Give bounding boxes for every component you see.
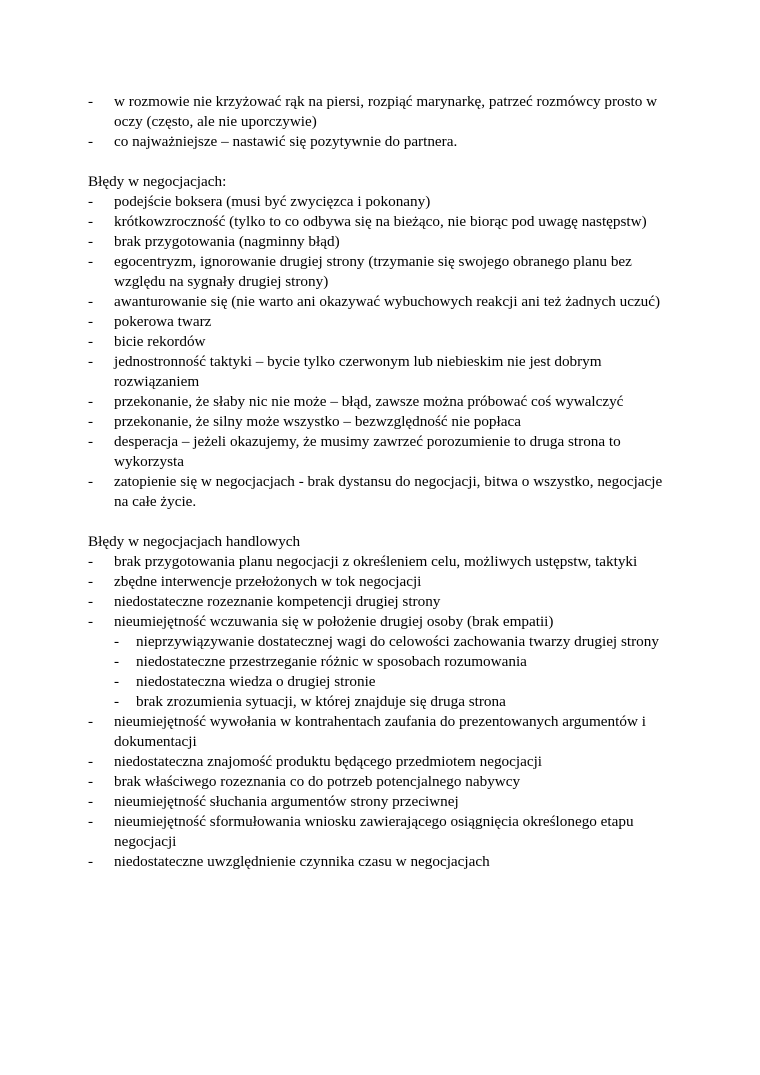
dash-bullet: - <box>88 413 94 430</box>
dash-bullet: - <box>88 593 94 610</box>
intro-list <box>88 92 678 152</box>
list-item <box>88 392 678 412</box>
list-item-text: bicie rekordów <box>114 333 206 350</box>
dash-bullet: - <box>88 353 94 370</box>
dash-bullet: - <box>88 133 94 150</box>
section-heading-trade-errors: Błędy w negocjacjach handlowych <box>88 533 301 550</box>
list-item-text: nieprzywiązywanie dostatecznej wagi do celowości zachowania twarzy drugiej strony <box>136 633 659 650</box>
list-item <box>88 312 678 332</box>
list-item <box>88 132 678 152</box>
list-item-text: niedostateczne rozeznanie kompetencji drugiej strony <box>114 593 441 610</box>
list-item <box>88 712 678 752</box>
list-item <box>88 572 678 592</box>
list-item-text: w rozmowie nie krzyżować rąk na piersi, rozpiąć marynarkę, patrzeć rozmówcy prosto w oczy (często, ale nie uporczywie) <box>114 93 658 130</box>
list-item <box>88 752 678 772</box>
dash-bullet: - <box>114 633 120 650</box>
trade-errors-list-continued <box>88 712 678 872</box>
dash-bullet: - <box>88 253 94 270</box>
list-item-text: brak przygotowania (nagminny błąd) <box>114 233 340 250</box>
dash-bullet: - <box>88 473 94 490</box>
list-item-text: jednostronność taktyki – bycie tylko czerwonym lub niebieskim nie jest dobrym rozwiązaniem <box>114 353 602 390</box>
list-item <box>88 792 678 812</box>
dash-bullet: - <box>88 553 94 570</box>
list-item <box>88 612 678 632</box>
dash-bullet: - <box>114 673 120 690</box>
list-item-text: niedostateczna wiedza o drugiej stronie <box>136 673 376 690</box>
sub-list-item <box>114 632 678 652</box>
list-item-text: awanturowanie się (nie warto ani okazywać wybuchowych reakcji ani też żadnych uczuć) <box>114 293 661 310</box>
dash-bullet: - <box>88 193 94 210</box>
list-item-text: nieumiejętność wywołania w kontrahentach zaufania do prezentowanych argumentów i dokumentacji <box>114 713 646 750</box>
dash-bullet: - <box>114 693 120 710</box>
dash-bullet: - <box>88 433 94 450</box>
list-item <box>88 812 678 852</box>
list-item <box>88 212 678 232</box>
list-item <box>88 332 678 352</box>
paragraph-gap <box>88 152 678 172</box>
dash-bullet: - <box>88 333 94 350</box>
list-item-text: niedostateczna znajomość produktu będącego przedmiotem negocjacji <box>114 753 543 770</box>
list-item-text: krótkowzroczność (tylko to co odbywa się na bieżąco, nie biorąc pod uwagę następstw) <box>114 213 647 230</box>
sub-list-item <box>114 652 678 672</box>
list-item <box>88 252 678 292</box>
list-item-text: przekonanie, że słaby nic nie może – błąd, zawsze można próbować coś wywalczyć <box>114 393 624 410</box>
list-item <box>88 412 678 432</box>
dash-bullet: - <box>88 793 94 810</box>
list-item <box>88 292 678 312</box>
list-item-text: desperacja – jeżeli okazujemy, że musimy zawrzeć porozumienie to druga strona to wykorzysta <box>114 433 621 470</box>
list-item-text: co najważniejsze – nastawić się pozytywnie do partnera. <box>114 133 458 150</box>
dash-bullet: - <box>88 213 94 230</box>
dash-bullet: - <box>88 233 94 250</box>
list-item-text: pokerowa twarz <box>114 313 212 330</box>
list-item <box>88 352 678 392</box>
list-item-text: nieumiejętność sformułowania wniosku zawierającego osiągnięcia określonego etapu negocjacji <box>114 813 634 850</box>
errors-list <box>88 192 678 512</box>
list-item-text: nieumiejętność wczuwania się w położenie drugiej osoby (brak empatii) <box>114 613 554 630</box>
dash-bullet: - <box>88 393 94 410</box>
dash-bullet: - <box>88 293 94 310</box>
list-item-text: brak właściwego rozeznania co do potrzeb potencjalnego nabywcy <box>114 773 521 790</box>
list-item <box>88 552 678 572</box>
list-item-text: przekonanie, że silny może wszystko – bezwzględność nie popłaca <box>114 413 521 430</box>
dash-bullet: - <box>114 653 120 670</box>
list-item-text: brak przygotowania planu negocjacji z określeniem celu, możliwych ustępstw, taktyki <box>114 553 638 570</box>
trade-errors-list <box>88 552 678 632</box>
list-item <box>88 852 678 872</box>
list-item-text: zbędne interwencje przełożonych w tok negocjacji <box>114 573 422 590</box>
list-item-text: niedostateczne uwzględnienie czynnika czasu w negocjacjach <box>114 853 490 870</box>
dash-bullet: - <box>88 773 94 790</box>
list-item-text: nieumiejętność słuchania argumentów strony przeciwnej <box>114 793 459 810</box>
dash-bullet: - <box>88 93 94 110</box>
dash-bullet: - <box>88 753 94 770</box>
list-item <box>88 772 678 792</box>
sub-list-item <box>114 692 678 712</box>
dash-bullet: - <box>88 813 94 830</box>
list-item-text: podejście boksera (musi być zwycięzca i pokonany) <box>114 193 431 210</box>
list-item <box>88 592 678 612</box>
list-item <box>88 192 678 212</box>
list-item <box>88 232 678 252</box>
list-item-text: zatopienie się w negocjacjach - brak dystansu do negocjacji, bitwa o wszystko, negocjacje na całe życie. <box>114 473 663 510</box>
list-item-text: egocentryzm, ignorowanie drugiej strony (trzymanie się swojego obranego planu bez względu na sygnały drugiej strony) <box>114 253 632 290</box>
dash-bullet: - <box>88 313 94 330</box>
section-heading-errors: Błędy w negocjacjach: <box>88 173 227 190</box>
list-item-text: niedostateczne przestrzeganie różnic w sposobach rozumowania <box>136 653 527 670</box>
list-item <box>88 92 678 132</box>
list-item <box>88 432 678 472</box>
document-content <box>88 92 678 872</box>
list-item <box>88 472 678 512</box>
dash-bullet: - <box>88 573 94 590</box>
dash-bullet: - <box>88 613 94 630</box>
empathy-sublist <box>88 632 678 712</box>
paragraph-gap <box>88 512 678 532</box>
dash-bullet: - <box>88 713 94 730</box>
list-item-text: brak zrozumienia sytuacji, w której znajduje się druga strona <box>136 693 506 710</box>
dash-bullet: - <box>88 853 94 870</box>
sub-list-item <box>114 672 678 692</box>
